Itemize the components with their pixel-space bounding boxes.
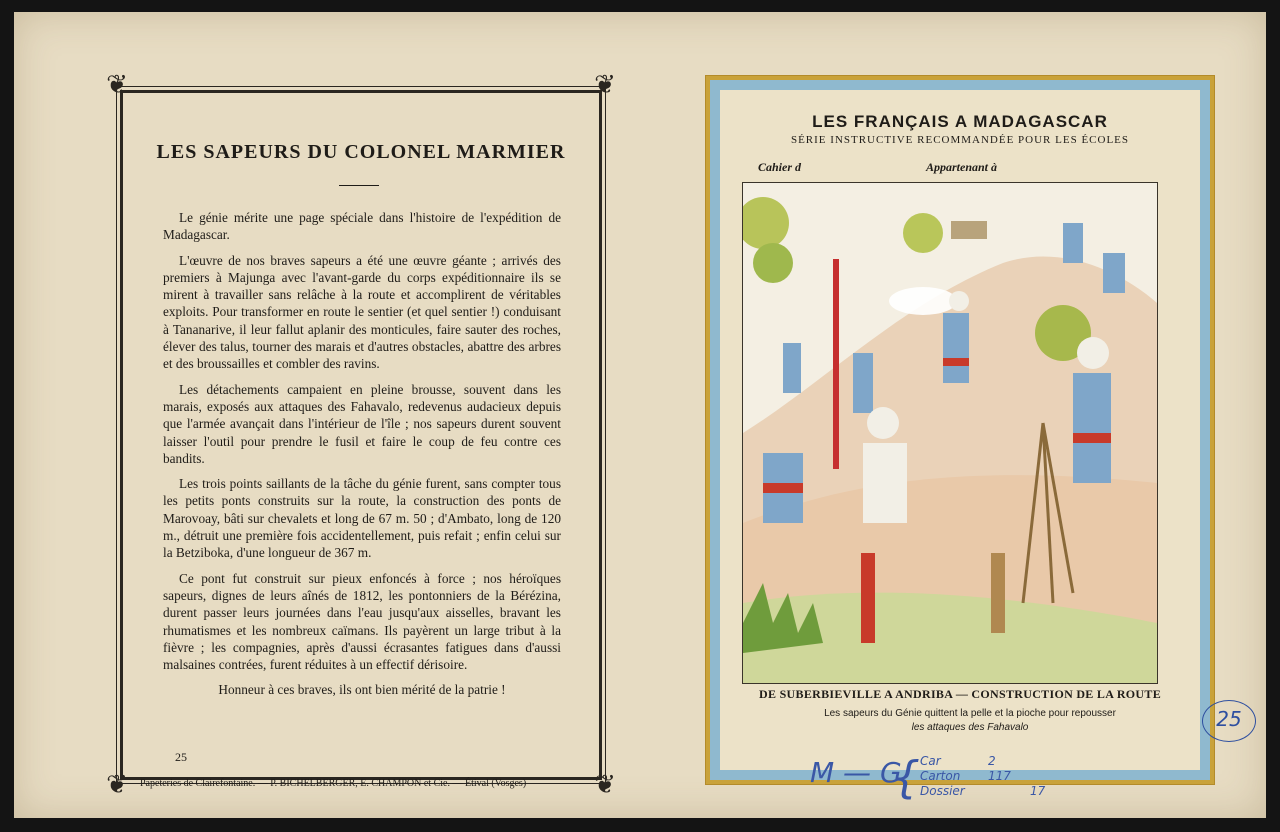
handwritten-label: Dossier	[920, 784, 965, 798]
paragraph: Ce pont fut construit sur pieux enfoncés à force ; nos héroïques sapeurs, dignes de leurs aînés de 1812, les pontonniers de la Bérézina, durent passer leurs journées dans l'eau jusqu'aux aisselles, bravant les rhumatismes et les nombreux caïmans. Ils payèrent un large tribut à la fièvre ; les compagnies, après d'aussi écrasantes fatigues dans d'aussi malsaines contrées, furent réduites à un effectif dérisoire.	[163, 570, 561, 673]
ornament-icon: ❦	[594, 770, 616, 799]
handwritten-label: Car	[920, 754, 941, 768]
paragraph: Les trois points saillants de la tâche du génie furent, sans compter tous les petits ponts construits sur la route, la construction des ponts de Marovoay, bâti sur chevalets et long de 67 m. 50 ; d'Ambato, long de 120 m., détruit une première fois accidentellement, puis refait ; enfin celui sur la Betziboka, d'une longueur de 367 m.	[163, 476, 561, 561]
handwritten-value: 17	[1030, 784, 1046, 798]
ornament-icon: ❦	[594, 70, 616, 99]
document-sheet	[14, 12, 1266, 818]
handwritten-label: Carton	[920, 769, 961, 783]
cover-subheader: SÉRIE INSTRUCTIVE RECOMMANDÉE POUR LES ÉCOLES	[790, 134, 1130, 146]
paragraph: Honneur à ces braves, ils ont bien mérité de la patrie !	[218, 682, 506, 698]
handwritten-value: 117	[988, 769, 1011, 783]
left-page-title: LES SAPEURS DU COLONEL MARMIER	[156, 141, 566, 163]
archive-number-stamp	[1202, 700, 1256, 742]
handwritten-value: 2	[988, 754, 996, 768]
stamp-number: 25	[1216, 707, 1242, 731]
illustration-caption-title: DE SUBERBIEVILLE A ANDRIBA — CONSTRUCTION DE LA ROUTE	[759, 687, 1161, 701]
illustration-caption	[780, 707, 1160, 735]
ornament-icon: ❦	[106, 770, 128, 799]
illustration-scene	[743, 183, 1157, 683]
cover-header: LES FRANÇAIS A MADAGASCAR	[812, 112, 1108, 131]
handwritten-labels	[920, 754, 965, 799]
cover-frame	[708, 78, 1212, 782]
page-number: 25	[175, 750, 187, 764]
handwritten-brace: {	[892, 752, 920, 803]
handwritten-initials: M — G	[810, 756, 902, 789]
imprint-line: Papeteries de Clairefontaine. — P. BICHELBERGER, E. CHAMPON et Cie. — Étival (Vosges)	[140, 778, 527, 789]
paragraph: Le génie mérite une page spéciale dans l'histoire de l'expédition de Madagascar.	[163, 210, 561, 243]
cover-panel	[720, 90, 1200, 770]
caption-line: les attaques des Fahavalo	[911, 722, 1029, 733]
cahier-label: Cahier d	[758, 160, 802, 174]
caption-line: Les sapeurs du Génie quittent la pelle et la pioche pour repousser	[824, 708, 1116, 719]
paragraph: Les détachements campaient en pleine brousse, souvent dans les marais, exposés aux attaques des Fahavalo, redevenus audacieux depuis que l'armée avançait dans l'intérieur de l'île ; nos sapeurs durent souvent laisser l'outil pour prendre le fusil et faire le coup de feu contre ces bandits.	[163, 381, 561, 466]
ornament-icon: ❦	[106, 70, 128, 99]
illustration	[742, 182, 1158, 684]
handwritten-values	[988, 754, 1045, 799]
appartenant-label: Appartenant à	[926, 160, 998, 174]
left-page-body	[163, 209, 561, 707]
paragraph: L'œuvre de nos braves sapeurs a été une œuvre géante ; arrivés des premiers à Majunga avec l'avant-garde du corps expéditionnaire ils se mirent à travailler sans relâche à la route et accomplirent de véritables exploits. Pour transformer en route le sentier (et quel sentier !) conduisant à Tananarive, il leur fallut aplanir des monticules, faire sauter des roches, élever des talus, tourner des marais et d'autres obstacles, abattre des arbres et des broussailles et combler des ravins.	[163, 252, 561, 372]
title-divider	[339, 185, 379, 186]
